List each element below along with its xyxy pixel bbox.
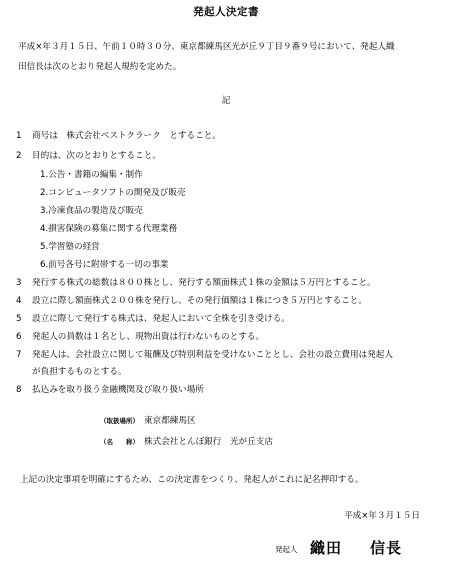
intro-line-2: 田信長は次のとおり発起人規約を定めた。 [18, 62, 182, 72]
purpose-item: 4.損害保険の募集に関する代理業務 [40, 224, 178, 234]
founder-label: 発起人 [275, 545, 298, 554]
item-text: 発起人は、会社設立に関して報酬及び特別利益を受けないこととし、会社の設立費用は発起人 [32, 350, 393, 360]
founder-name [310, 539, 402, 557]
item-number: 1 [16, 131, 22, 141]
item-number: 4 [16, 296, 22, 306]
item-text: 商号は 株式会社ベストクラーク とすること。 [32, 131, 221, 141]
bank-name-value: 株式会社とんぼ銀行 光が丘支店 [144, 437, 273, 447]
item-number: 5 [16, 314, 22, 324]
closing-statement: 上記の決定事項を明確にするため、この決定書をつくり、発起人がこれに記名押印する。 [20, 475, 364, 485]
item-number: 6 [16, 332, 22, 342]
item-text: 払込みを取り扱う金融機関及び取り扱い場所 [32, 385, 204, 395]
purpose-item: 6.前号各号に附帯する一切の事業 [40, 260, 169, 270]
item-number: 2 [16, 151, 22, 161]
founder-given-name: 信長 [370, 539, 403, 557]
purpose-item: 1.公告・書籍の編集・制作 [40, 170, 143, 180]
location-value: 東京都練馬区 [144, 416, 196, 426]
purpose-item: 2.コンピュータソフトの開発及び販売 [40, 188, 186, 198]
item-text: 発起人の員数は１名とし、現物出資は行わないものとする。 [32, 332, 265, 342]
ki-heading: 記 [221, 96, 231, 106]
item-number: 7 [16, 350, 22, 360]
item-number: 8 [16, 385, 22, 395]
item-text: 設立に際して発行する株式は、発起人において全株を引き受ける。 [32, 314, 290, 324]
founder-surname: 織田 [310, 539, 343, 557]
item-text: 目的は、次のとおりとすること。 [32, 151, 161, 161]
bank-name-label: （名 称） [100, 438, 139, 446]
item-text: 設立に際し額面株式２００株を発行し、その発行価額は１株につき５万円とすること。 [32, 296, 367, 306]
document-title: 発起人決定書 [193, 6, 259, 18]
item-text: 発行する株式の総数は８００株とし、発行する額面株式１株の金額は５万円とすること。 [32, 278, 376, 288]
purpose-item: 5.学習塾の経営 [40, 242, 100, 252]
location-label: （取扱場所） [100, 417, 139, 425]
item-text-continued: が負担するものとする。 [32, 367, 127, 377]
intro-line-1: 平成×年３月１５日、午前１０時３０分、東京都練馬区光が丘９丁目９番９号において、発起人織 [18, 42, 395, 52]
item-number: 3 [16, 278, 22, 288]
purpose-item: 3.冷凍食品の製造及び販売 [40, 206, 143, 216]
document-date: 平成×年３月１５日 [344, 511, 420, 521]
